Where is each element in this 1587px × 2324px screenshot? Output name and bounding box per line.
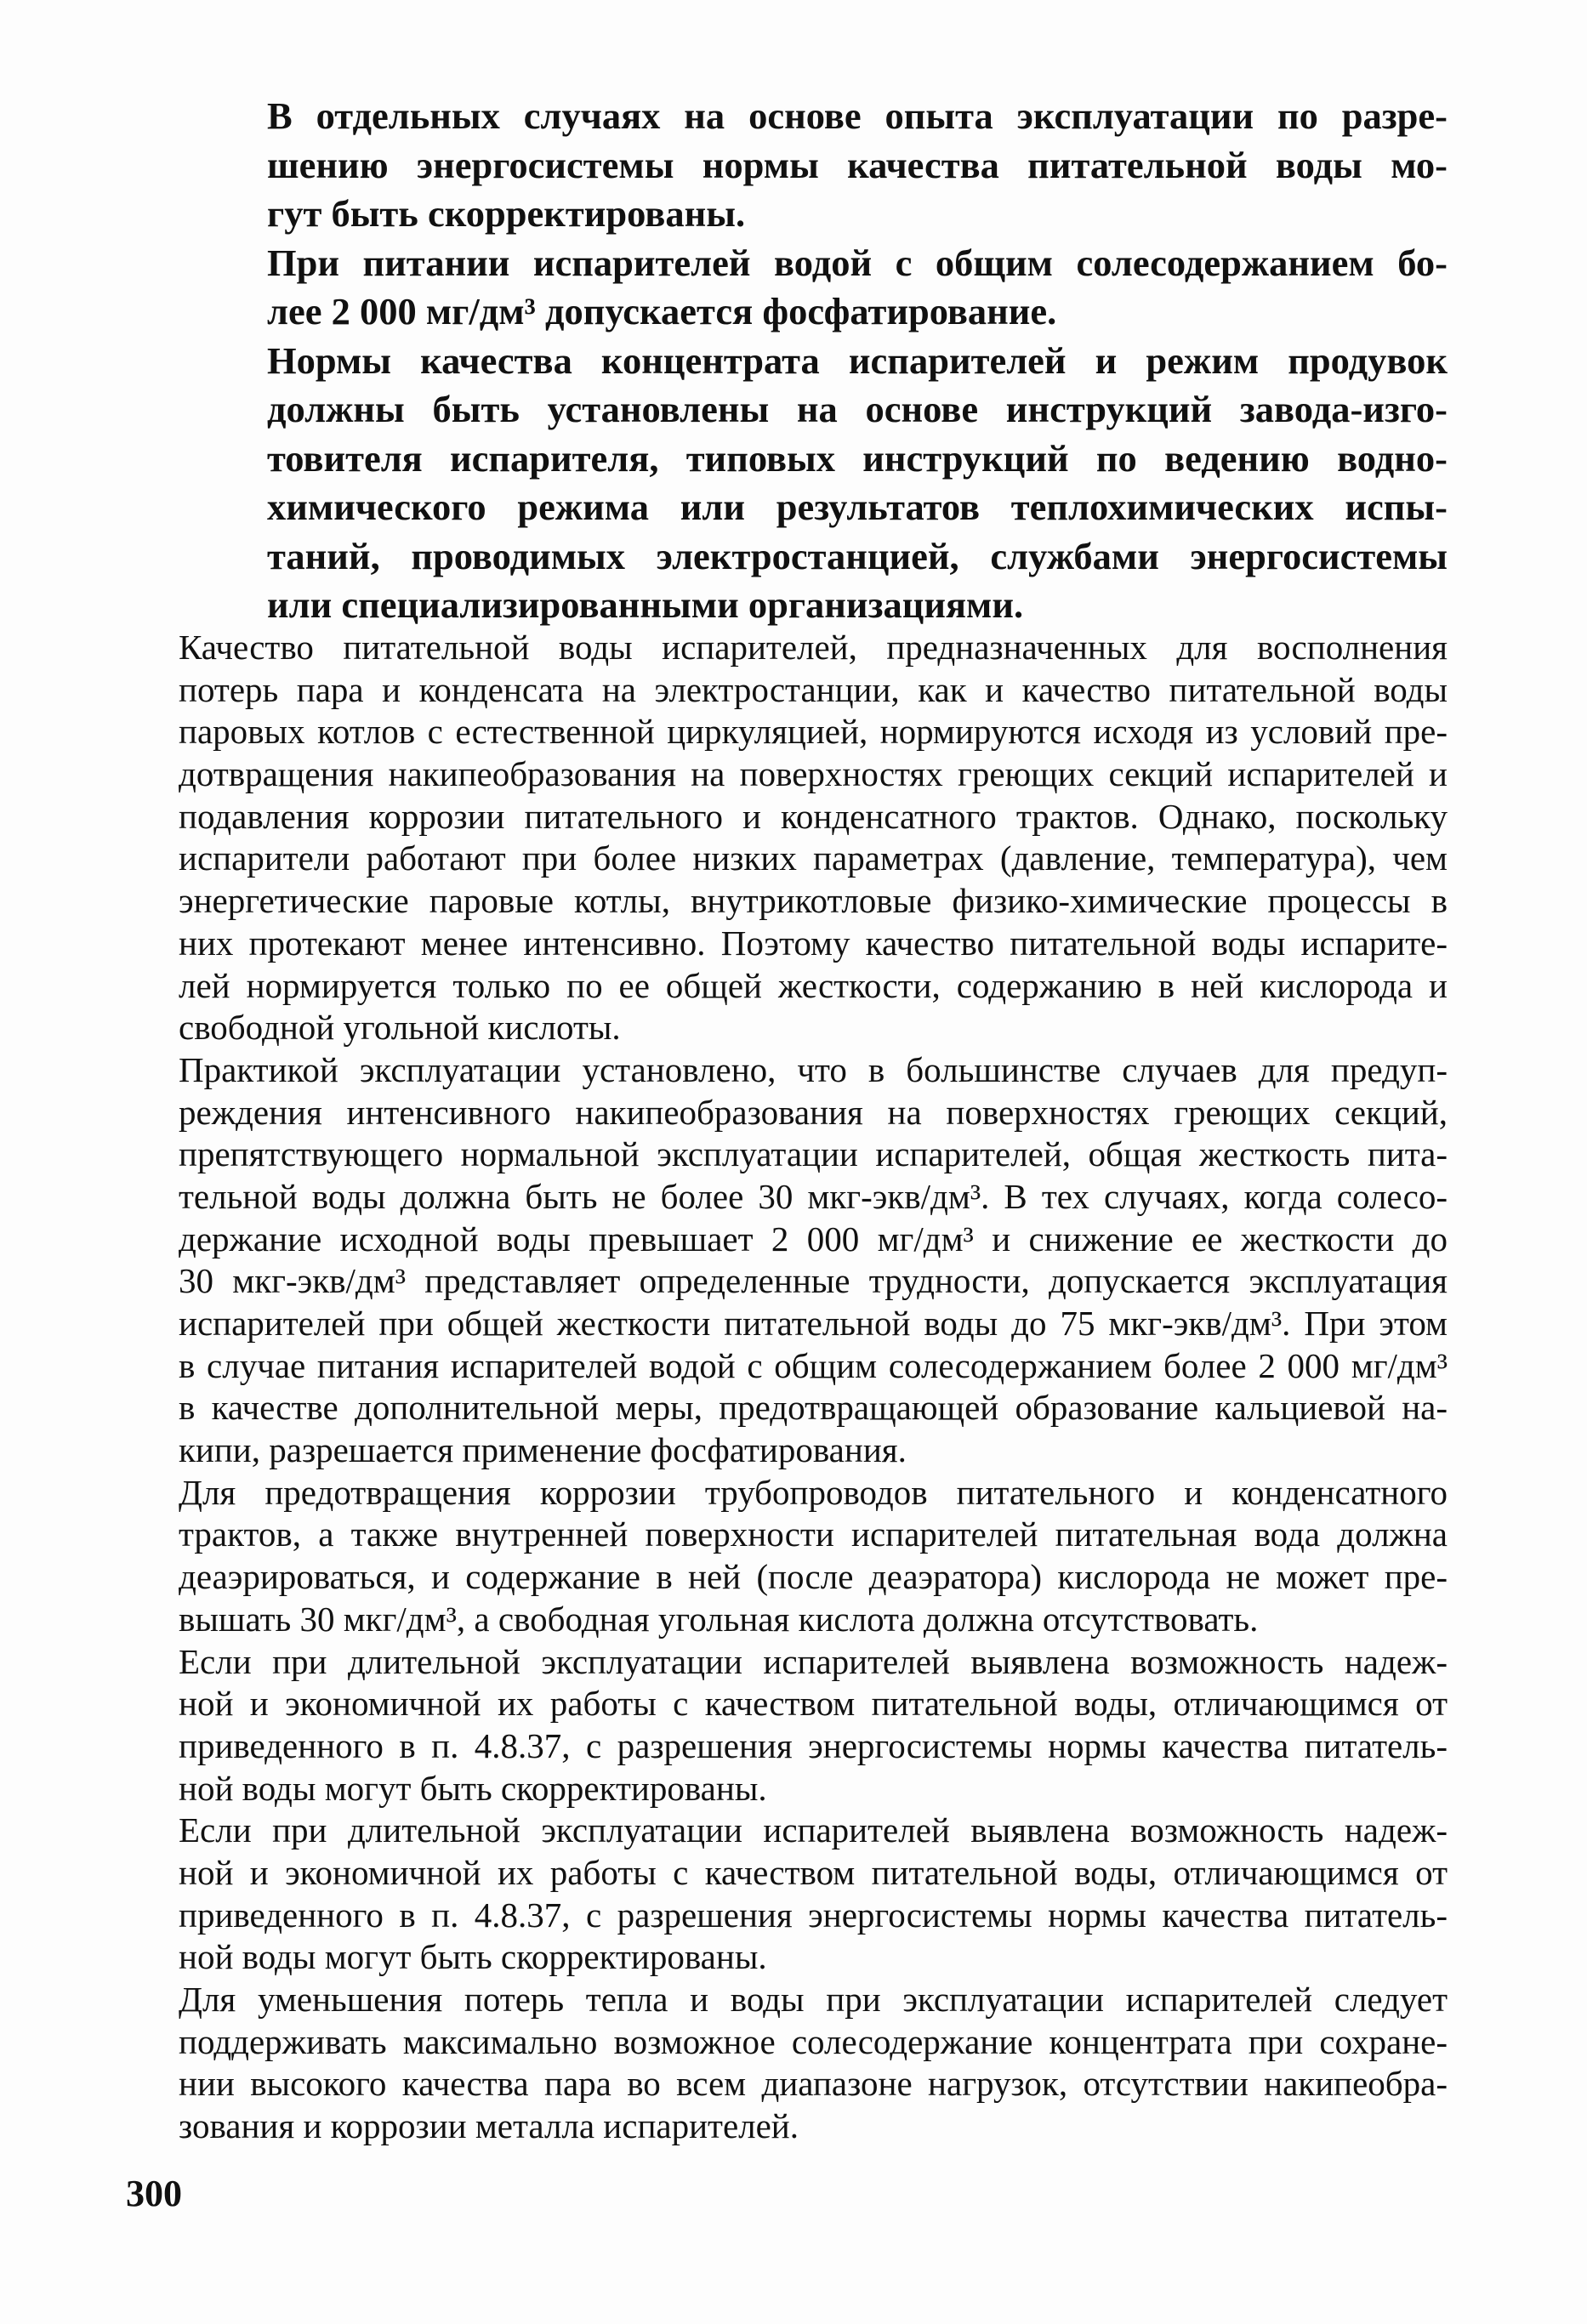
bold-line: В отдельных случаях на основе опыта эксплуатации по разре- — [267, 94, 1448, 137]
body-line: потерь пара и конденсата на электростанции, как и качество питательной воды — [179, 669, 1448, 709]
body-line: свободной угольной кислоты. — [179, 1008, 621, 1048]
body-line: лей нормируется только по ее общей жесткости, содержанию в ней кислорода и — [179, 965, 1448, 1005]
body-line: нии высокого качества пара во всем диапазоне нагрузок, отсутствии накипеобра- — [179, 2064, 1448, 2104]
body-line: Если при длительной эксплуатации испарителей выявлена возможность надеж- — [179, 1641, 1448, 1681]
bold-line: должны быть установлены на основе инструкций завода-изго- — [267, 388, 1448, 430]
bold-line: Нормы качества концентрата испарителей и режим продувок — [267, 338, 1448, 382]
body-line: приведенного в п. 4.8.37, с разрешения энергосистемы нормы качества питатель- — [179, 1725, 1448, 1765]
bold-paragraph — [267, 337, 1448, 630]
bold-paragraph — [267, 239, 1448, 337]
body-line: Практикой эксплуатации установлено, что в большинстве случаев для предуп- — [179, 1049, 1448, 1089]
body-line: деаэрироваться, и содержание в ней (после деаэратора) кислорода не может пре- — [179, 1557, 1448, 1597]
bold-requirements-section — [267, 92, 1448, 630]
bold-paragraph — [267, 92, 1448, 239]
body-line: тельной воды должна быть не более 30 мкг-экв/дм³. В тех случаях, когда солесо- — [179, 1176, 1448, 1216]
body-line: энергетические паровые котлы, внутрикотловые физико-химические процессы в — [179, 881, 1448, 921]
bold-line: лее 2 000 мг/дм³ допускается фосфатирование. — [267, 290, 1057, 332]
body-paragraph — [179, 1641, 1448, 1810]
page-number: 300 — [126, 2173, 182, 2214]
body-line: вышать 30 мкг/дм³, а свободная угольная кислота должна отсутствовать. — [179, 1599, 1259, 1639]
body-line: испарители работают при более низких параметрах (давление, температура), чем — [179, 838, 1448, 878]
body-line: держание исходной воды превышает 2 000 мг/дм³ и снижение ее жесткости до — [179, 1219, 1448, 1259]
body-line: трактов, а также внутренней поверхности испарителей питательная вода должна — [179, 1514, 1448, 1554]
body-line: ной и экономичной их работы с качеством питательной воды, отличающимся от — [179, 1852, 1448, 1892]
body-line: 30 мкг-экв/дм³ представляет определенные трудности, допускается эксплуатация — [179, 1261, 1448, 1301]
body-line: ной воды могут быть скорректированы. — [179, 1937, 767, 1977]
bold-line: или специализированными организациями. — [267, 583, 1024, 626]
body-line: препятствующего нормальной эксплуатации испарителей, общая жесткость пита- — [179, 1134, 1448, 1174]
body-line: них протекают менее интенсивно. Поэтому качество питательной воды испарите- — [179, 923, 1448, 963]
bold-line: таний, проводимых электростанцией, службами энергосистемы — [267, 534, 1448, 577]
body-line: Качество питательной воды испарителей, предназначенных для восполнения — [179, 628, 1448, 667]
body-line: Если при длительной эксплуатации испарителей выявлена возможность надеж- — [179, 1810, 1448, 1850]
body-line: в случае питания испарителей водой с общим солесодержанием более 2 000 мг/дм³ — [179, 1345, 1448, 1385]
explanatory-text-section — [179, 627, 1448, 2148]
body-line: в качестве дополнительной меры, предотвращающей образование кальциевой на- — [179, 1388, 1448, 1428]
bold-line: гут быть скорректированы. — [267, 192, 746, 235]
body-paragraph — [179, 1979, 1448, 2148]
body-line: ной и экономичной их работы с качеством питательной воды, отличающимся от — [179, 1684, 1448, 1724]
body-paragraph — [179, 1810, 1448, 1979]
body-line: паровых котлов с естественной циркуляцией, нормируются исходя из условий пре- — [179, 712, 1448, 752]
body-line: дотвращения накипеобразования на поверхностях греющих секций испарителей и — [179, 754, 1448, 794]
bold-line: товителя испарителя, типовых инструкций по ведению водно- — [267, 436, 1448, 480]
body-line: зования и коррозии металла испарителей. — [179, 2106, 799, 2146]
body-line: кипи, разрешается применение фосфатирования. — [179, 1430, 907, 1470]
body-line: поддерживать максимально возможное солесодержание концентрата при сохране- — [179, 2021, 1448, 2061]
body-line: подавления коррозии питательного и конденсатного трактов. Однако, поскольку — [179, 796, 1448, 836]
body-line: Для предотвращения коррозии трубопроводов питательного и конденсатного — [179, 1472, 1448, 1512]
bold-line: При питании испарителей водой с общим солесодержанием бо- — [267, 241, 1448, 284]
body-line: приведенного в п. 4.8.37, с разрешения энергосистемы нормы качества питатель- — [179, 1895, 1448, 1935]
body-paragraph — [179, 1049, 1448, 1472]
body-line: испарителей при общей жесткости питательной воды до 75 мкг-экв/дм³. При этом — [179, 1304, 1448, 1343]
body-line: Для уменьшения потерь тепла и воды при эксплуатации испарителей следует — [179, 1980, 1448, 2019]
body-line: реждения интенсивного накипеобразования на поверхностях греющих секций, — [179, 1092, 1448, 1132]
bold-line: шению энергосистемы нормы качества питательной воды мо- — [267, 143, 1448, 186]
body-paragraph — [179, 627, 1448, 1049]
bold-line: химического режима или результатов теплохимических испы- — [267, 486, 1448, 528]
body-line: ной воды могут быть скорректированы. — [179, 1768, 767, 1808]
body-paragraph — [179, 1472, 1448, 1641]
